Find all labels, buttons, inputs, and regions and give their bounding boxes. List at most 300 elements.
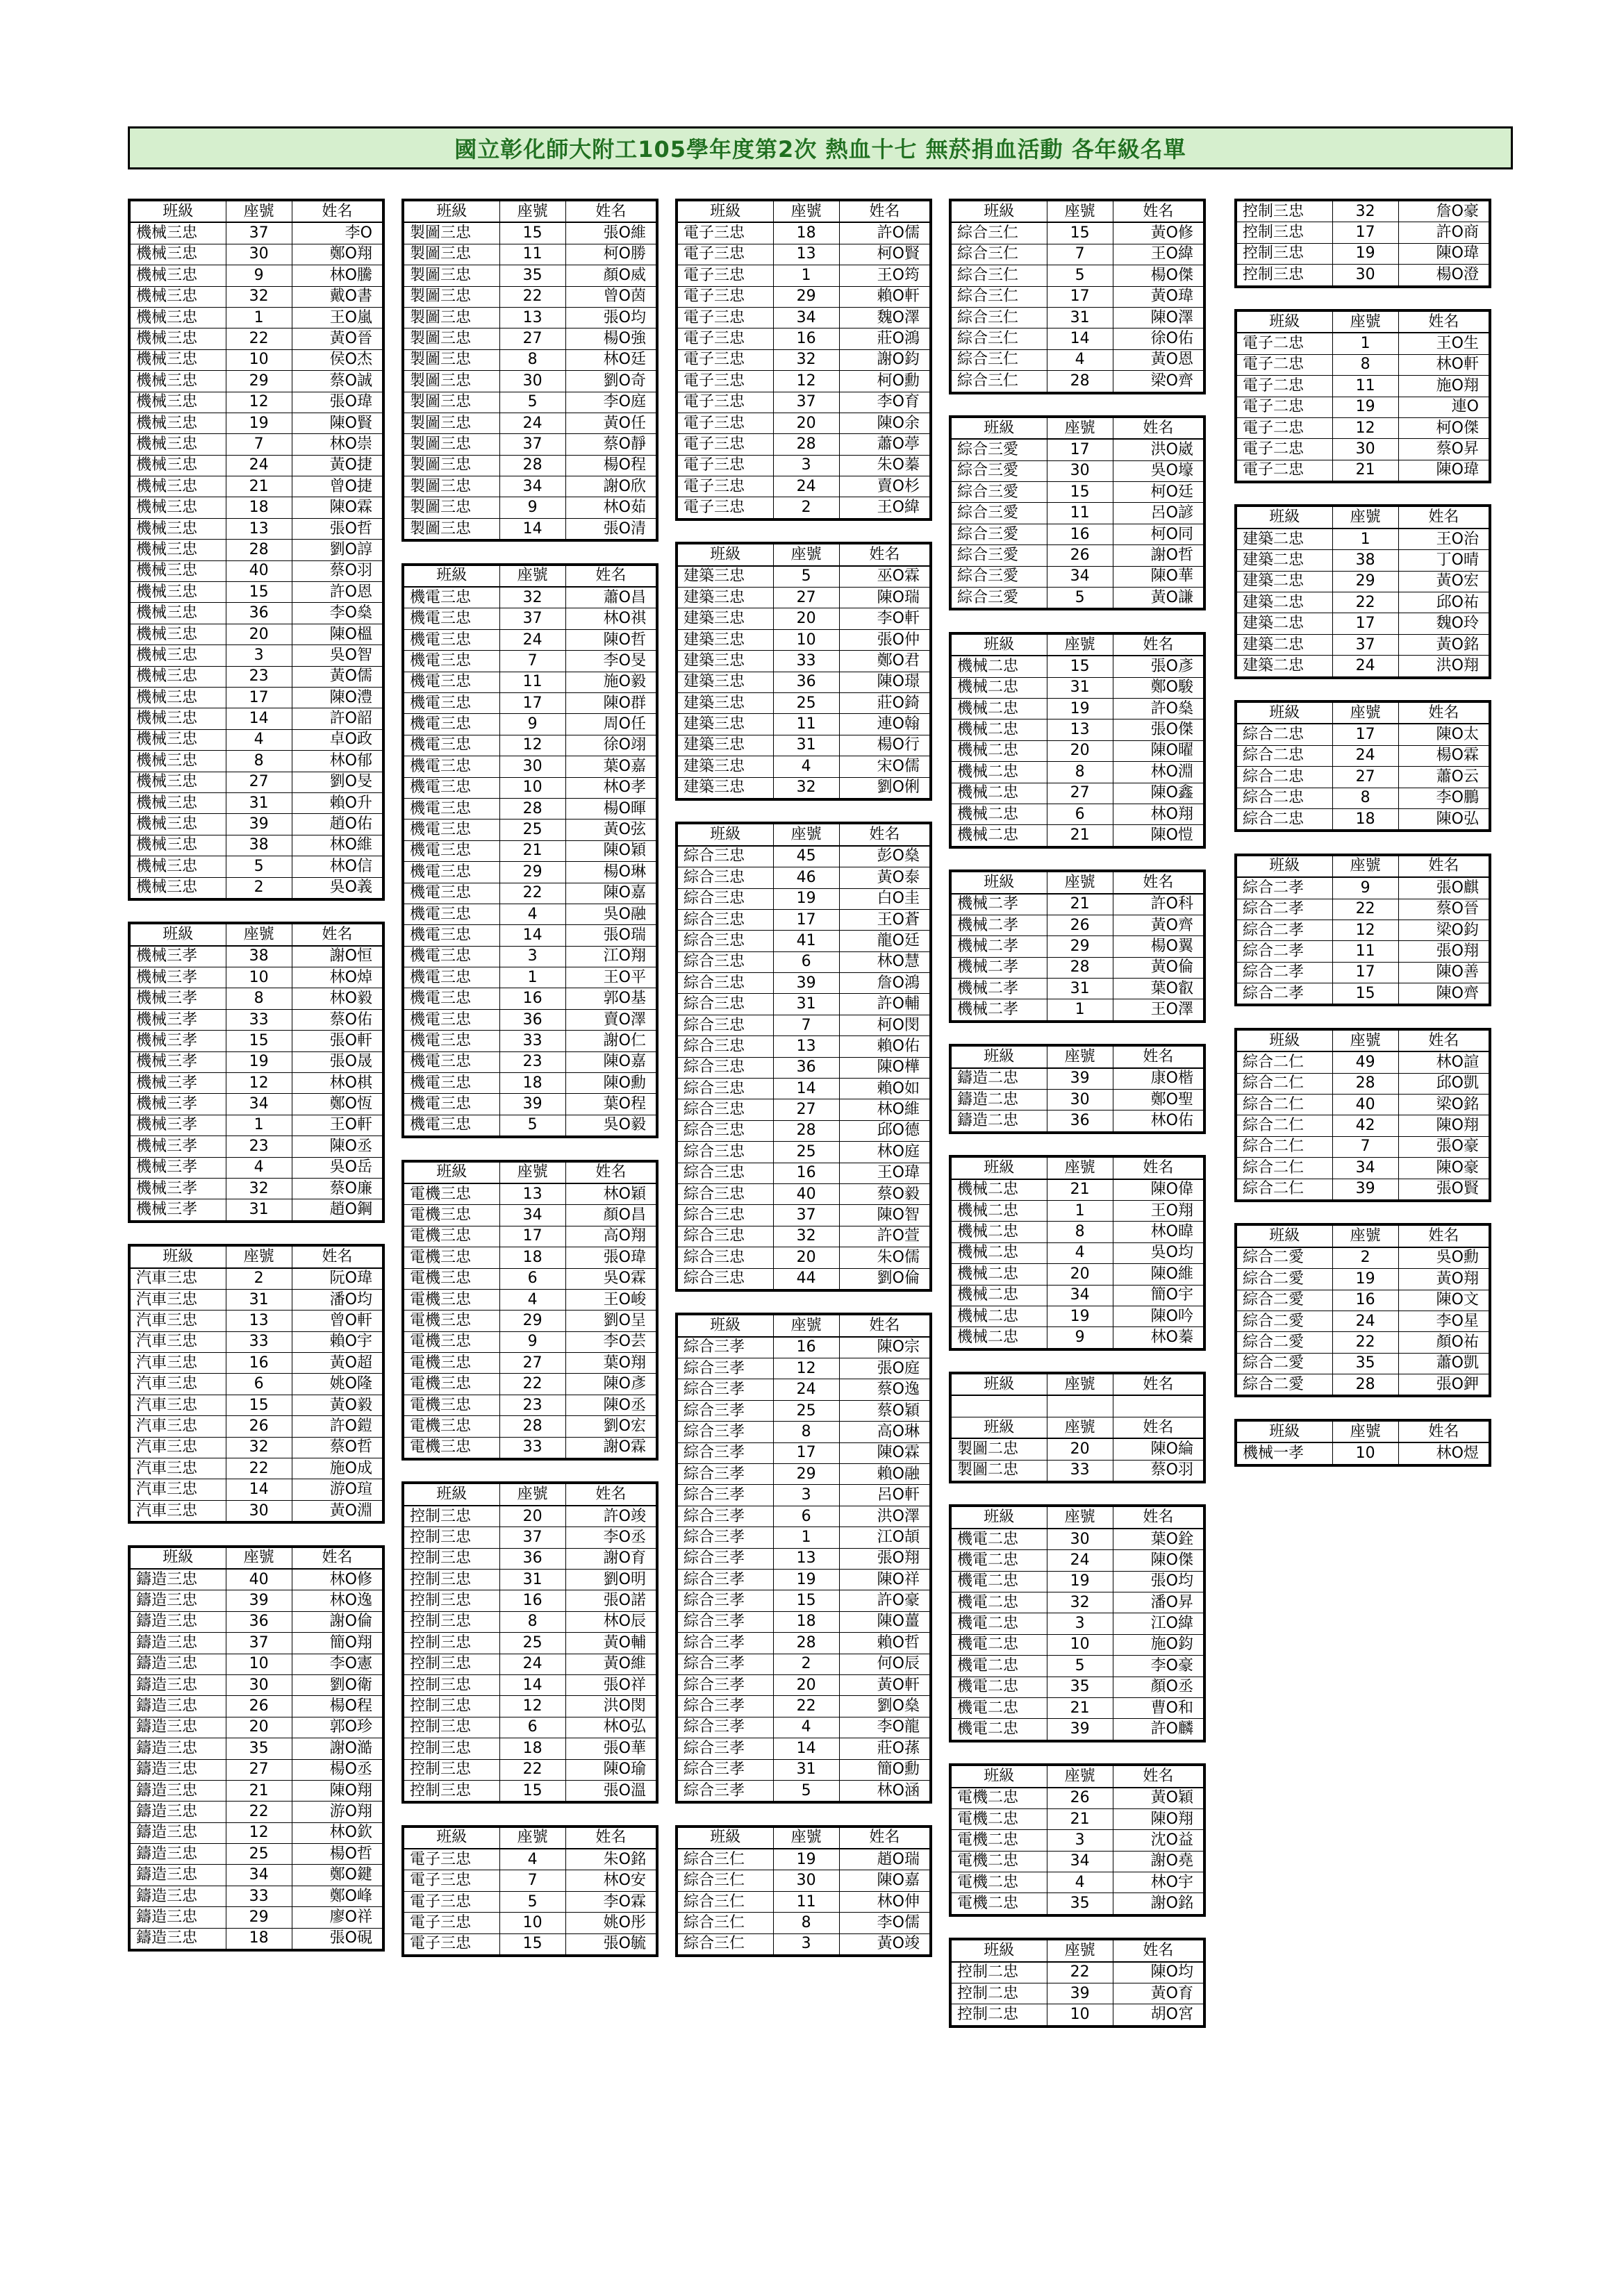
class-cell: 機電三忠: [403, 1031, 499, 1051]
header-row: [1236, 1224, 1490, 1247]
name-cell: 李O旻: [565, 651, 657, 672]
seat-cell: 22: [226, 1802, 292, 1822]
table-row: [129, 666, 383, 687]
table-row: [403, 1849, 657, 1870]
name-cell: 陳O祥: [839, 1570, 931, 1590]
class-cell: 電子二忠: [1236, 376, 1332, 397]
seat-cell: 10: [499, 777, 565, 798]
seat-cell: 12: [499, 1696, 565, 1717]
name-cell: 陳O豪: [1398, 1158, 1490, 1179]
name-cell: 賴O融: [839, 1464, 931, 1485]
roster-table: [949, 1155, 1206, 1351]
table-row: [677, 629, 931, 650]
class-cell: 建築二忠: [1236, 634, 1332, 655]
table-row: [677, 672, 931, 692]
seat-header: 座號: [1047, 871, 1113, 893]
name-cell: 葉O程: [565, 1094, 657, 1115]
seat-cell: 5: [499, 392, 565, 413]
name-cell: 李O育: [839, 392, 931, 413]
table-row: [677, 1057, 931, 1078]
block-spacer: [1234, 483, 1491, 504]
name-cell: 張O清: [565, 518, 657, 540]
class-cell: 建築三忠: [677, 629, 773, 650]
class-cell: 鑄造三忠: [129, 1674, 226, 1695]
table-row: [129, 1311, 383, 1331]
class-cell: 製圖三忠: [403, 244, 499, 265]
name-cell: 林O軒: [1398, 354, 1490, 375]
seat-cell: 22: [1332, 899, 1398, 920]
name-cell: 陳O翔: [292, 1780, 383, 1801]
name-cell: 謝O鈞: [839, 349, 931, 370]
block-spacer: [401, 1461, 658, 1481]
table-row: [677, 1933, 931, 1956]
block-spacer: [675, 1804, 932, 1824]
class-cell: 綜合三仁: [950, 265, 1047, 286]
table-row: [677, 1422, 931, 1442]
table-row: [129, 1416, 383, 1437]
block-spacer: [949, 1483, 1206, 1504]
seat-cell: 15: [1047, 656, 1113, 677]
class-cell: 電子三忠: [677, 286, 773, 307]
table-row: [403, 392, 657, 413]
name-cell: 林O宇: [1113, 1872, 1204, 1893]
seat-cell: 14: [773, 1079, 839, 1099]
name-cell: 莊O蓀: [839, 1738, 931, 1759]
class-cell: 汽車三忠: [129, 1331, 226, 1352]
column-1: [128, 199, 385, 1952]
name-cell: 李O庭: [565, 392, 657, 413]
name-cell: 林O騰: [292, 265, 383, 286]
header-row: [677, 823, 931, 845]
class-cell: 電子二忠: [1236, 397, 1332, 417]
name-cell: 姚O隆: [292, 1374, 383, 1395]
name-cell: 康O楷: [1113, 1068, 1204, 1090]
table-row: [129, 560, 383, 581]
name-cell: 陳O宗: [839, 1337, 931, 1358]
class-cell: 綜合二忠: [1236, 745, 1332, 766]
class-cell: 機械三孝: [129, 1178, 226, 1199]
seat-cell: 24: [1332, 656, 1398, 678]
seat-header: 座號: [226, 200, 292, 222]
seat-cell: 29: [226, 371, 292, 392]
class-header: 班級: [677, 1314, 773, 1336]
name-cell: 楊O澄: [1398, 265, 1490, 287]
class-cell: 綜合三忠: [677, 1163, 773, 1183]
name-cell: 蕭O葶: [839, 434, 931, 455]
seat-cell: 18: [773, 1611, 839, 1632]
class-header: 班級: [1236, 506, 1332, 528]
header-row: [950, 1373, 1204, 1395]
name-cell: 陳O霖: [839, 1442, 931, 1463]
table-row: [403, 608, 657, 629]
seat-cell: 40: [226, 1569, 292, 1590]
class-cell: 機械二忠: [950, 740, 1047, 761]
table-row: [403, 629, 657, 650]
class-cell: 機械三孝: [129, 967, 226, 988]
table-row: [403, 692, 657, 713]
class-cell: 綜合三仁: [950, 307, 1047, 328]
name-cell: 陳O瑋: [1398, 460, 1490, 482]
class-cell: 鑄造三忠: [129, 1569, 226, 1590]
table-row: [1236, 1353, 1490, 1374]
table-row: [677, 1485, 931, 1506]
seat-cell: 28: [499, 455, 565, 476]
seat-cell: 4: [1047, 349, 1113, 370]
seat-cell: 45: [773, 846, 839, 867]
seat-cell: 10: [226, 1654, 292, 1674]
class-cell: 機械三忠: [129, 455, 226, 476]
name-cell: 陳O均: [1113, 1962, 1204, 1983]
name-cell: 洪O閔: [565, 1696, 657, 1717]
seat-cell: 4: [226, 1157, 292, 1178]
name-cell: 簡O勳: [839, 1759, 931, 1780]
name-cell: 陳O文: [1398, 1290, 1490, 1311]
table-row: [403, 1009, 657, 1030]
table-row: [129, 1633, 383, 1654]
name-cell: 吳O智: [292, 645, 383, 666]
header-row: [950, 871, 1204, 893]
header-row: [403, 1827, 657, 1849]
table-row: [403, 307, 657, 328]
seat-cell: 37: [773, 1205, 839, 1226]
header-row: [403, 565, 657, 587]
table-row: [950, 1327, 1204, 1349]
seat-cell: 6: [773, 951, 839, 972]
class-cell: 建築二忠: [1236, 571, 1332, 592]
seat-cell: 6: [773, 1506, 839, 1526]
table-row: [677, 286, 931, 307]
class-cell: 電子三忠: [677, 265, 773, 286]
table-row: [950, 1264, 1204, 1285]
seat-cell: 19: [226, 413, 292, 433]
name-cell: 張O仲: [839, 629, 931, 650]
table-row: [129, 265, 383, 286]
name-cell: 黃O毅: [292, 1395, 383, 1415]
name-cell: 許O竣: [565, 1506, 657, 1527]
seat-cell: 27: [499, 1353, 565, 1374]
table-row: [1236, 899, 1490, 920]
class-cell: 製圖三忠: [403, 307, 499, 328]
seat-cell: 22: [1332, 1332, 1398, 1353]
blank-row: [950, 1395, 1204, 1417]
seat-cell: 28: [773, 434, 839, 455]
seat-header: 座號: [1047, 1045, 1113, 1067]
seat-header: 座號: [1332, 506, 1398, 528]
name-cell: 林O崇: [292, 434, 383, 455]
table-row: [403, 777, 657, 798]
table-row: [403, 1395, 657, 1415]
class-cell: 綜合二忠: [1236, 788, 1332, 808]
seat-header: 座號: [773, 200, 839, 222]
table-row: [950, 371, 1204, 393]
name-cell: 何O辰: [839, 1654, 931, 1674]
seat-cell: 29: [773, 286, 839, 307]
seat-cell: 20: [1047, 1264, 1113, 1285]
name-cell: 黃O翔: [1398, 1269, 1490, 1290]
block-spacer: [1234, 1202, 1491, 1223]
seat-cell: 4: [1047, 1242, 1113, 1263]
roster-table: [949, 1763, 1206, 1917]
table-row: [677, 846, 931, 867]
table-row: [950, 460, 1204, 481]
table-row: [1236, 1247, 1490, 1269]
seat-cell: 1: [226, 1115, 292, 1135]
table-row: [677, 222, 931, 244]
name-header: 姓名: [1113, 1765, 1204, 1787]
blank-cell: [1047, 1395, 1113, 1417]
table-row: [403, 1331, 657, 1352]
table-row: [950, 1090, 1204, 1110]
class-cell: 機電三忠: [403, 820, 499, 840]
table-row: [950, 1830, 1204, 1851]
class-cell: 機電三忠: [403, 692, 499, 713]
table-row: [1236, 222, 1490, 243]
seat-header: 座號: [773, 823, 839, 845]
seat-cell: 3: [773, 1485, 839, 1506]
seat-cell: 8: [1332, 788, 1398, 808]
seat-cell: 9: [226, 265, 292, 286]
class-cell: 機電三忠: [403, 967, 499, 988]
seat-cell: 21: [499, 840, 565, 861]
seat-cell: 8: [1047, 762, 1113, 783]
class-header: 班級: [1236, 855, 1332, 877]
seat-cell: 27: [773, 1099, 839, 1120]
table-row: [403, 244, 657, 265]
class-header: 班級: [677, 200, 773, 222]
seat-header: 座號: [226, 1547, 292, 1569]
class-cell: 機電二忠: [950, 1529, 1047, 1550]
name-cell: 吳O毅: [565, 1115, 657, 1137]
name-cell: 連O: [1398, 397, 1490, 417]
seat-cell: 12: [499, 735, 565, 756]
seat-cell: 4: [499, 1849, 565, 1870]
block-spacer: [949, 849, 1206, 870]
name-cell: 蔡O羽: [292, 560, 383, 581]
seat-cell: 30: [1047, 1090, 1113, 1110]
table-row: [403, 1247, 657, 1268]
seat-cell: 12: [226, 392, 292, 413]
table-row: [677, 1120, 931, 1141]
table-row: [677, 735, 931, 756]
block-spacer: [1234, 832, 1491, 853]
name-cell: 林O維: [839, 1099, 931, 1120]
seat-cell: 20: [773, 1674, 839, 1695]
seat-cell: 19: [1332, 397, 1398, 417]
seat-cell: 26: [1047, 1788, 1113, 1809]
seat-cell: 35: [226, 1738, 292, 1759]
seat-cell: 3: [226, 645, 292, 666]
class-cell: 綜合二愛: [1236, 1353, 1332, 1374]
name-cell: 賣O杉: [839, 476, 931, 497]
seat-cell: 17: [1332, 962, 1398, 983]
name-cell: 施O毅: [565, 672, 657, 692]
name-header: 姓名: [292, 923, 383, 945]
class-cell: 機械三孝: [129, 1199, 226, 1222]
name-cell: 謝O倫: [292, 1611, 383, 1632]
seat-cell: 4: [773, 756, 839, 777]
seat-cell: 28: [499, 798, 565, 819]
table-row: [403, 265, 657, 286]
class-cell: 綜合三愛: [950, 460, 1047, 481]
table-row: [1236, 200, 1490, 222]
blank-cell: [1113, 1395, 1204, 1417]
table-row: [950, 588, 1204, 610]
seat-cell: 19: [1332, 1269, 1398, 1290]
seat-cell: 1: [773, 265, 839, 286]
seat-cell: 22: [226, 328, 292, 349]
class-cell: 綜合二孝: [1236, 962, 1332, 983]
name-cell: 陳O曜: [1113, 740, 1204, 761]
class-cell: 製圖三忠: [403, 518, 499, 540]
class-cell: 電機二忠: [950, 1893, 1047, 1915]
name-cell: 張O溫: [565, 1780, 657, 1802]
seat-cell: 33: [499, 1031, 565, 1051]
seat-cell: 29: [499, 1311, 565, 1331]
seat-cell: 28: [499, 1416, 565, 1437]
class-cell: 機電二忠: [950, 1677, 1047, 1697]
name-cell: 李O豪: [1113, 1656, 1204, 1677]
seat-cell: 23: [499, 1395, 565, 1415]
class-cell: 控制三忠: [403, 1570, 499, 1590]
table-row: [1236, 1269, 1490, 1290]
table-row: [677, 476, 931, 497]
class-cell: 製圖二忠: [950, 1438, 1047, 1460]
name-cell: 許O恩: [292, 582, 383, 603]
header-row: [677, 1827, 931, 1849]
table-row: [677, 1247, 931, 1268]
seat-header: 座號: [1332, 1224, 1398, 1247]
name-cell: 簡O宇: [1113, 1285, 1204, 1306]
seat-cell: 22: [226, 1458, 292, 1479]
table-row: [129, 286, 383, 307]
class-cell: 控制三忠: [403, 1780, 499, 1802]
class-cell: 機械三忠: [129, 307, 226, 328]
name-cell: 宋O儒: [839, 756, 931, 777]
table-row: [403, 1094, 657, 1115]
table-row: [1236, 592, 1490, 613]
roster-table: [675, 1825, 932, 1957]
class-cell: 製圖三忠: [403, 349, 499, 370]
seat-cell: 19: [226, 1051, 292, 1072]
name-cell: 李O軒: [839, 608, 931, 629]
seat-cell: 12: [773, 371, 839, 392]
name-cell: 謝O恒: [292, 946, 383, 967]
table-row: [950, 1788, 1204, 1809]
name-cell: 梁O齊: [1113, 371, 1204, 393]
name-cell: 陳O太: [1398, 724, 1490, 745]
class-cell: 電機三忠: [403, 1226, 499, 1247]
seat-cell: 12: [226, 1822, 292, 1843]
page-title: 國立彰化師大附工105學年度第2次 熱血十七 無菸捐血活動 各年級名單: [128, 126, 1513, 169]
seat-cell: 35: [1332, 1353, 1398, 1374]
name-cell: 施O成: [292, 1458, 383, 1479]
seat-cell: 8: [773, 1422, 839, 1442]
table-row: [403, 1205, 657, 1226]
class-cell: 電子三忠: [403, 1891, 499, 1912]
table-row: [950, 957, 1204, 978]
class-cell: 綜合二愛: [1236, 1311, 1332, 1331]
class-cell: 綜合三愛: [950, 545, 1047, 566]
table-row: [950, 894, 1204, 915]
seat-cell: 39: [226, 1590, 292, 1611]
table-row: [1236, 1311, 1490, 1331]
table-row: [403, 1548, 657, 1569]
name-cell: 王O翔: [1113, 1200, 1204, 1221]
table-row: [677, 1015, 931, 1035]
class-cell: 控制三忠: [1236, 265, 1332, 287]
seat-cell: 9: [499, 714, 565, 735]
name-cell: 林O暐: [1113, 1222, 1204, 1242]
class-header: 班級: [950, 1156, 1047, 1179]
name-cell: 劉O旻: [292, 772, 383, 792]
table-row: [129, 729, 383, 750]
name-cell: 楊O強: [565, 328, 657, 349]
name-cell: 曾O捷: [292, 476, 383, 497]
table-row: [403, 1590, 657, 1611]
class-cell: 電機三忠: [403, 1183, 499, 1205]
name-cell: 蔡O靜: [565, 434, 657, 455]
table-row: [1236, 354, 1490, 375]
name-cell: 賣O澤: [565, 1009, 657, 1030]
class-cell: 綜合三孝: [677, 1442, 773, 1463]
class-cell: 鑄造三忠: [129, 1717, 226, 1738]
class-cell: 製圖三忠: [403, 497, 499, 518]
class-cell: 綜合三忠: [677, 867, 773, 888]
class-cell: 鑄造三忠: [129, 1822, 226, 1843]
class-cell: 綜合三忠: [677, 931, 773, 951]
class-cell: 機械三孝: [129, 1094, 226, 1115]
seat-cell: 34: [499, 1205, 565, 1226]
roster-table: [1234, 1223, 1491, 1397]
name-cell: 王O嵐: [292, 307, 383, 328]
name-cell: 柯O賢: [839, 244, 931, 265]
block-spacer: [1234, 679, 1491, 700]
class-cell: 綜合三愛: [950, 482, 1047, 503]
block-spacer: [1234, 1006, 1491, 1027]
name-cell: 游O翔: [292, 1802, 383, 1822]
name-cell: 許O韶: [292, 708, 383, 729]
class-cell: 機電三忠: [403, 904, 499, 924]
class-cell: 綜合三孝: [677, 1654, 773, 1674]
seat-cell: 37: [499, 1527, 565, 1548]
class-cell: 汽車三忠: [129, 1500, 226, 1522]
table-row: [677, 777, 931, 799]
name-cell: 陳O愷: [1113, 825, 1204, 847]
class-cell: 機電二忠: [950, 1613, 1047, 1634]
name-cell: 李O: [292, 222, 383, 244]
header-row: [1236, 701, 1490, 724]
table-row: [950, 804, 1204, 824]
class-cell: 綜合三仁: [950, 349, 1047, 370]
table-row: [950, 740, 1204, 761]
class-header: 班級: [950, 1506, 1047, 1528]
seat-cell: 20: [499, 1506, 565, 1527]
table-row: [403, 672, 657, 692]
table-row: [129, 1780, 383, 1801]
seat-cell: 15: [773, 1590, 839, 1611]
class-cell: 電子三忠: [677, 307, 773, 328]
name-cell: 黃O修: [1113, 222, 1204, 244]
table-row: [403, 1633, 657, 1654]
name-cell: 陳O華: [1113, 566, 1204, 587]
table-row: [677, 1611, 931, 1632]
table-row: [129, 244, 383, 265]
table-row: [129, 392, 383, 413]
seat-header: 座號: [1332, 1029, 1398, 1051]
table-row: [677, 714, 931, 735]
class-cell: 機電三忠: [403, 651, 499, 672]
class-cell: 機械三忠: [129, 244, 226, 265]
